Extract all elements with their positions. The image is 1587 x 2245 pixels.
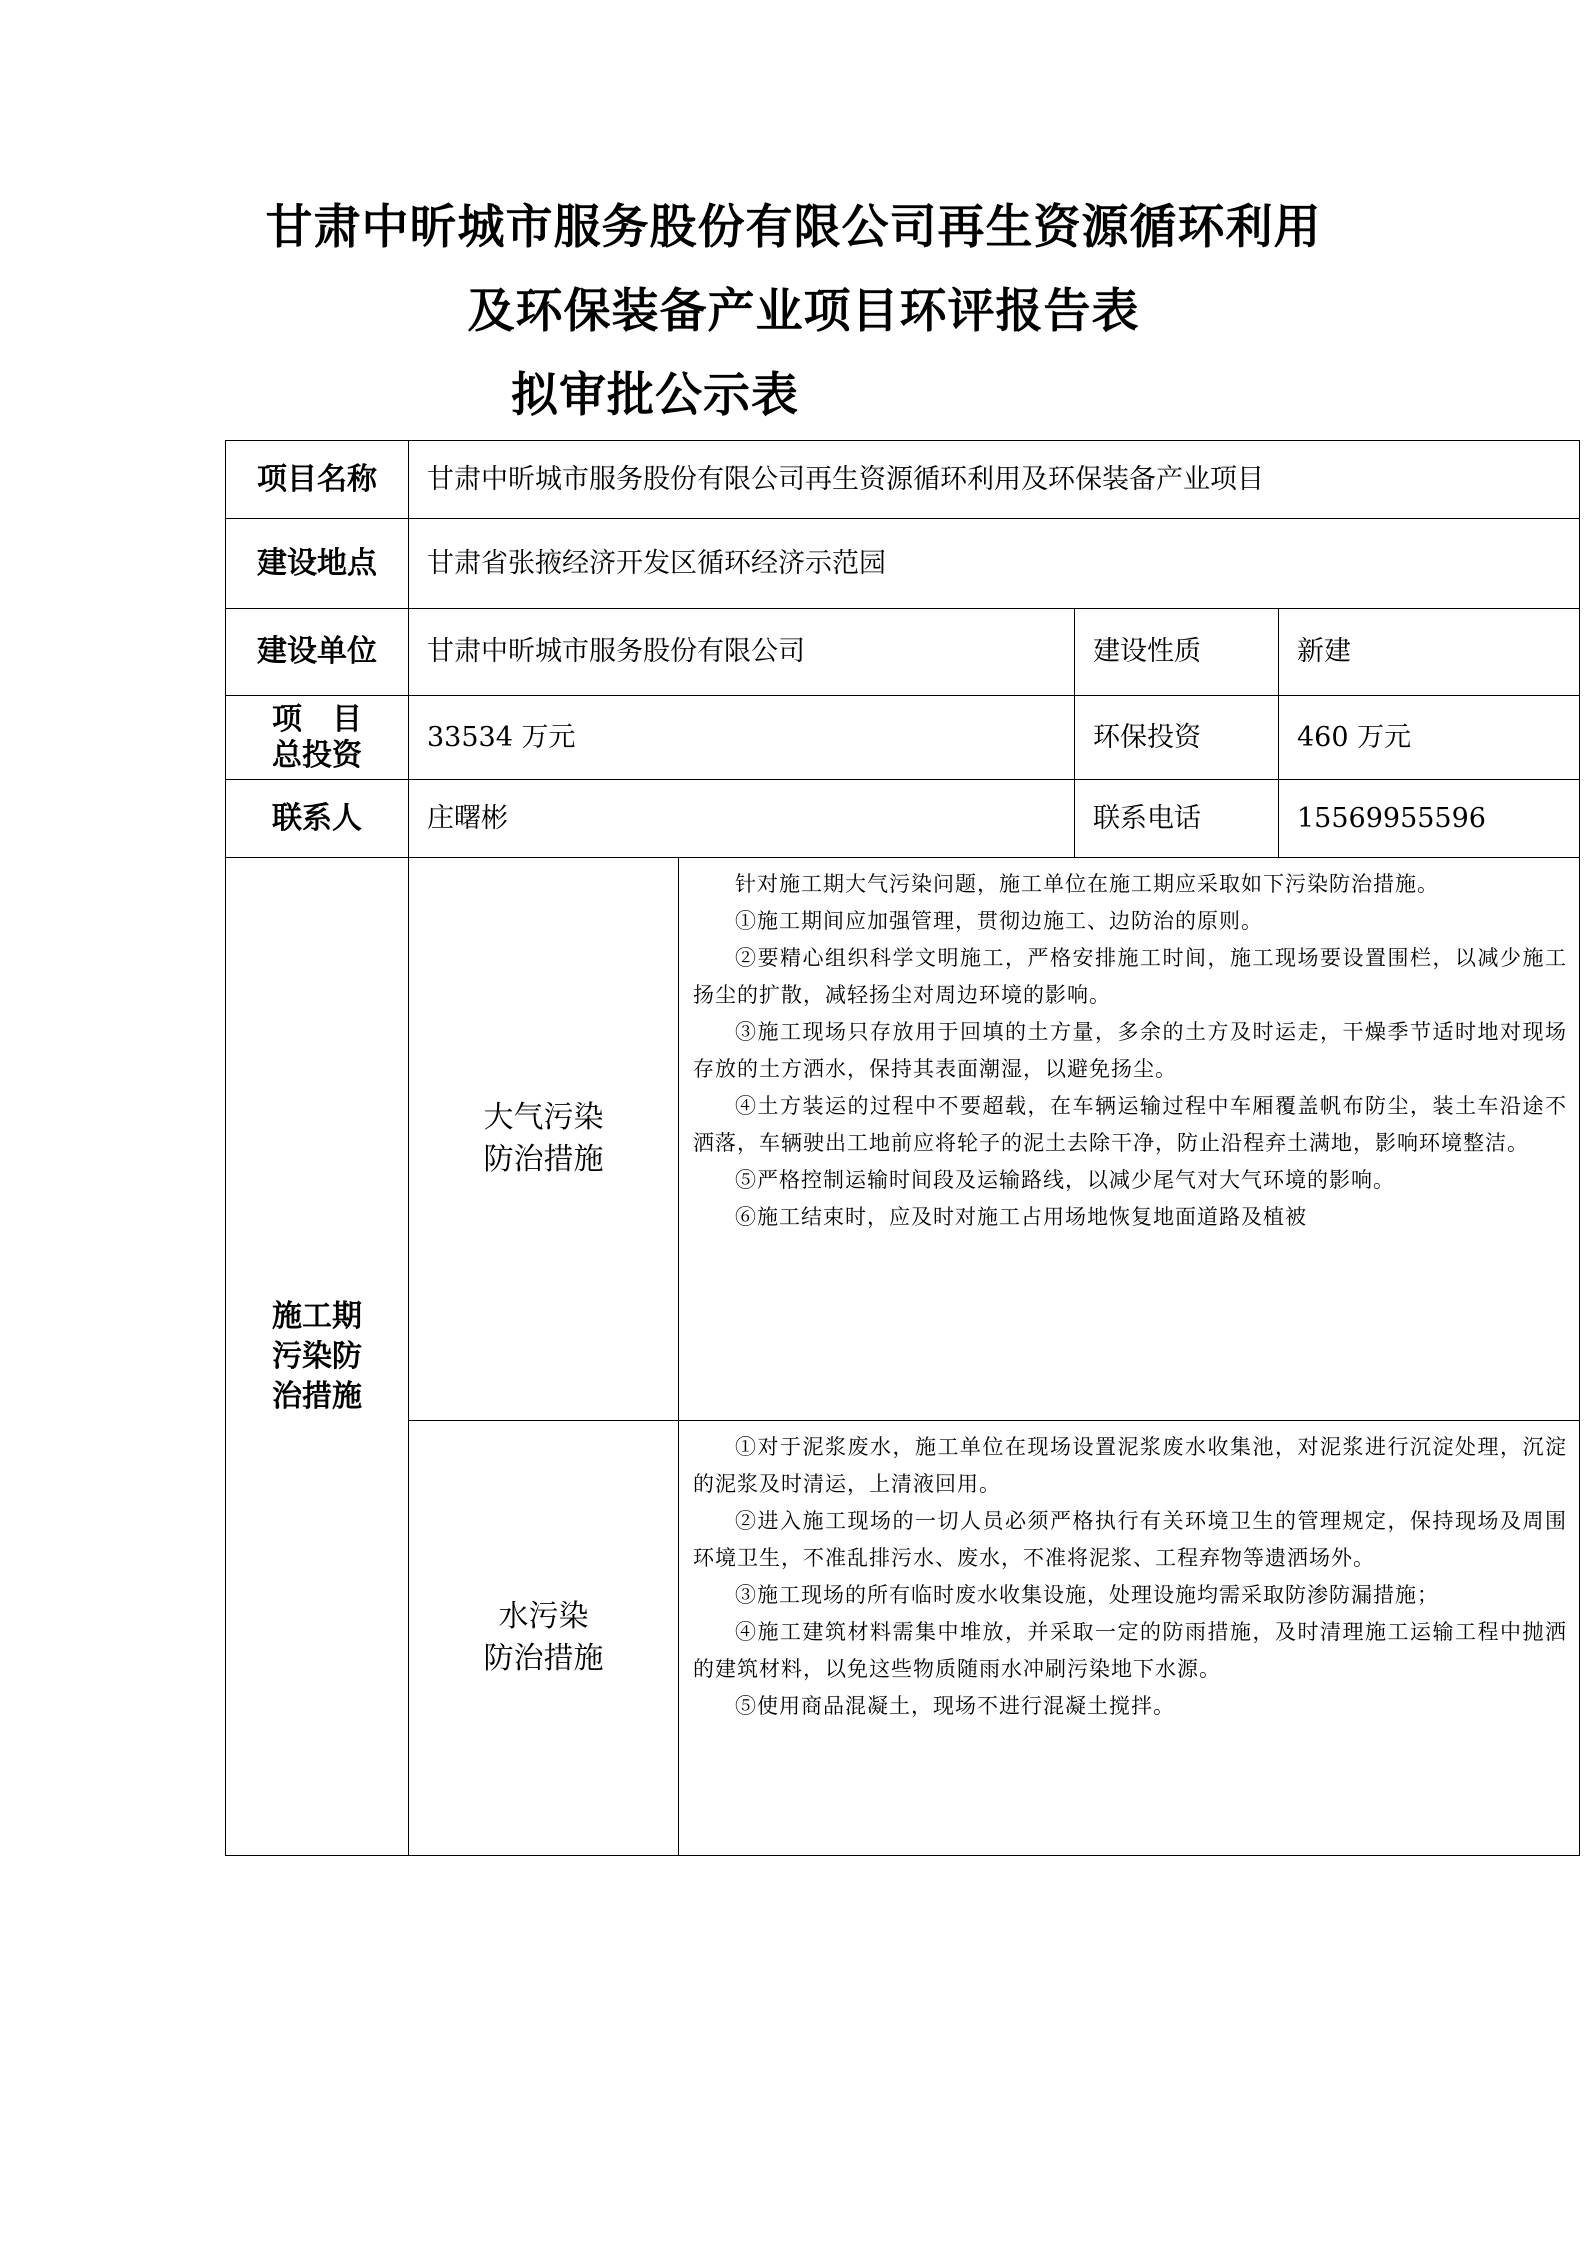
investment-label: [226, 696, 409, 780]
construction-label-line-1: 施工期: [272, 1298, 362, 1334]
row-project-name: [226, 441, 1580, 519]
env-investment-label: 环保投资: [1075, 696, 1279, 780]
air-paragraph: ①施工期间应加强管理，贯彻边施工、边防治的原则。: [735, 909, 1263, 933]
air-paragraph: ②要精心组织科学文明施工，严格安排施工时间，施工现场要设置围栏，以减少施工扬尘的扩散，减轻扬尘对周边环境的影响。: [693, 946, 1567, 1007]
air-measures-label: [409, 858, 679, 1421]
water-paragraph: ④施工建筑材料需集中堆放，并采取一定的防雨措施，及时清理施工运输工程中抛洒的建筑材料，以免这些物质随雨水冲刷污染地下水源。: [693, 1620, 1567, 1681]
location-label: 建设地点: [226, 519, 409, 609]
water-paragraph: ②进入施工现场的一切人员必须严格执行有关环境卫生的管理规定，保持现场及周围环境卫生，不准乱排污水、废水，不准将泥浆、工程弃物等遗洒场外。: [693, 1509, 1567, 1570]
water-label-line-1: 水污染: [498, 1599, 589, 1634]
phone-value: 15569955596: [1279, 780, 1580, 858]
row-water-measures: [226, 1421, 1580, 1856]
approval-info-table: [225, 440, 1580, 1856]
document-title-line-3: 拟审批公示表: [511, 368, 799, 423]
location-value: 甘肃省张掖经济开发区循环经济示范园: [409, 519, 1580, 609]
row-unit: [226, 609, 1580, 696]
nature-label: 建设性质: [1075, 609, 1279, 696]
contact-value: 庄曙彬: [409, 780, 1075, 858]
phone-label: 联系电话: [1075, 780, 1279, 858]
construction-measures-label: [226, 858, 409, 1856]
unit-value: 甘肃中昕城市服务股份有限公司: [409, 609, 1075, 696]
construction-label-line-2: 污染防: [272, 1338, 362, 1374]
contact-label: 联系人: [226, 780, 409, 858]
row-air-measures: [226, 858, 1580, 1421]
water-measures-content: [679, 1421, 1580, 1856]
water-label-line-2: 防治措施: [483, 1641, 604, 1676]
row-location: [226, 519, 1580, 609]
air-label-line-2: 防治措施: [483, 1142, 604, 1177]
air-label-line-1: 大气污染: [483, 1100, 604, 1135]
unit-label: 建设单位: [226, 609, 409, 696]
document-title-line-1: 甘肃中昕城市服务股份有限公司再生资源循环利用: [265, 200, 1322, 255]
air-paragraph: ③施工现场只存放用于回填的土方量，多余的土方及时运走，干燥季节适时地对现场存放的土方洒水，保持其表面潮湿，以避免扬尘。: [693, 1020, 1567, 1081]
air-measures-content: [679, 858, 1580, 1421]
water-paragraph: ①对于泥浆废水，施工单位在现场设置泥浆废水收集池，对泥浆进行沉淀处理，沉淀的泥浆及时清运，上清液回用。: [693, 1435, 1567, 1496]
project-name-value: 甘肃中昕城市服务股份有限公司再生资源循环利用及环保装备产业项目: [409, 441, 1580, 519]
air-paragraph: ⑤严格控制运输时间段及运输路线，以减少尾气对大气环境的影响。: [735, 1168, 1395, 1192]
water-paragraph: ⑤使用商品混凝土，现场不进行混凝土搅拌。: [735, 1694, 1175, 1718]
investment-label-line-2: 总投资: [272, 737, 362, 773]
air-paragraph: ④土方装运的过程中不要超载，在车辆运输过程中车厢覆盖帆布防尘，装土车沿途不洒落，车辆驶出工地前应将轮子的泥土去除干净，防止沿程弃土满地，影响环境整洁。: [693, 1094, 1567, 1155]
air-paragraph: 针对施工期大气污染问题，施工单位在施工期应采取如下污染防治措施。: [735, 872, 1439, 896]
air-paragraph: ⑥施工结束时，应及时对施工占用场地恢复地面道路及植被: [735, 1205, 1307, 1229]
row-contact: [226, 780, 1580, 858]
investment-value: 33534 万元: [409, 696, 1075, 780]
env-investment-value: 460 万元: [1279, 696, 1580, 780]
project-name-label: 项目名称: [226, 441, 409, 519]
row-investment: [226, 696, 1580, 780]
water-paragraph: ③施工现场的所有临时废水收集设施，处理设施均需采取防渗防漏措施；: [735, 1583, 1439, 1607]
construction-label-line-3: 治措施: [272, 1378, 362, 1414]
air-measures-text: [693, 866, 1567, 1416]
document-title-line-2: 及环保装备产业项目环评报告表: [467, 284, 1140, 339]
nature-value: 新建: [1279, 609, 1580, 696]
water-measures-label: [409, 1421, 679, 1856]
investment-label-line-1: 项 目: [272, 701, 362, 737]
